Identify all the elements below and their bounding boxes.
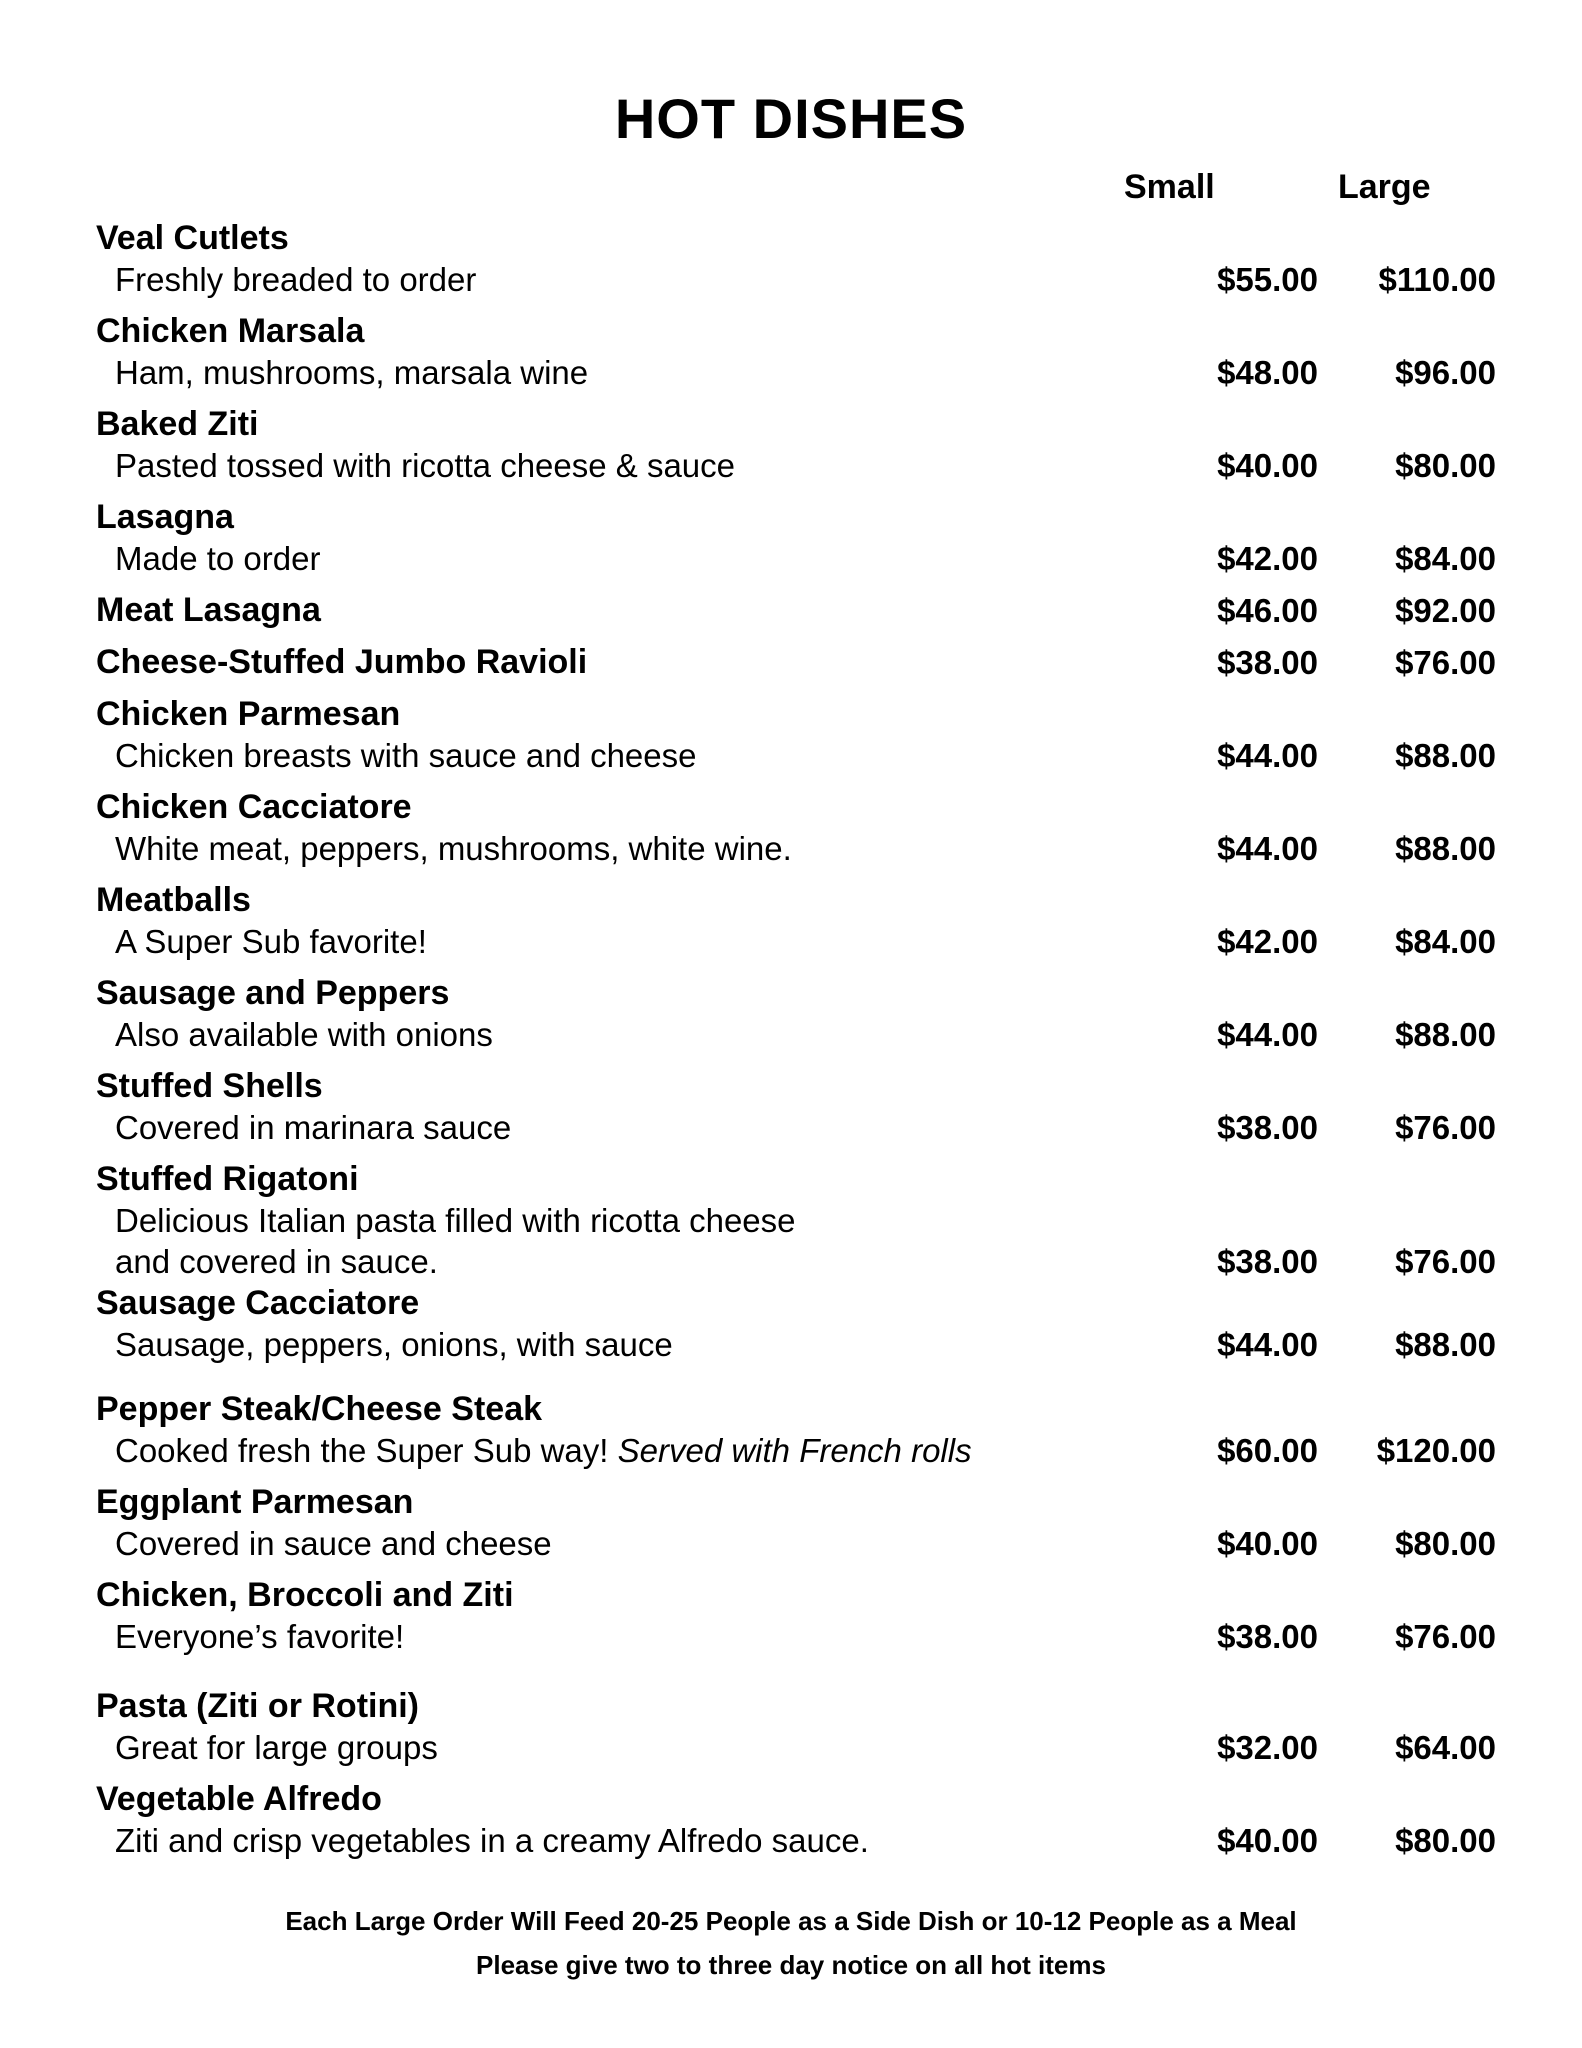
menu-item [96, 311, 1496, 404]
price-large: $96.00 [1395, 354, 1496, 391]
column-header-large: Large [1338, 168, 1431, 206]
price-small: $44.00 [1217, 1326, 1318, 1363]
menu-item [96, 880, 1496, 973]
item-name: Eggplant Parmesan [96, 1483, 414, 1521]
item-description: Pasted tossed with ricotta cheese & sauce [115, 447, 736, 484]
price-small: $38.00 [1217, 644, 1318, 681]
item-name: Cheese-Stuffed Jumbo Ravioli [96, 643, 588, 681]
price-large: $88.00 [1395, 1016, 1496, 1053]
price-small: $42.00 [1217, 540, 1318, 577]
price-large: $76.00 [1395, 644, 1496, 681]
price-small: $44.00 [1217, 737, 1318, 774]
price-large: $80.00 [1395, 447, 1496, 484]
item-description: Covered in marinara sauce [115, 1109, 512, 1146]
price-small: $44.00 [1217, 830, 1318, 867]
item-description-line: Delicious Italian pasta filled with ricotta cheese [115, 1202, 796, 1239]
price-small: $38.00 [1217, 1618, 1318, 1655]
price-small: $46.00 [1217, 592, 1318, 629]
item-name: Sausage and Peppers [96, 974, 450, 1012]
price-large: $120.00 [1376, 1432, 1496, 1469]
item-description [115, 1200, 796, 1282]
item-name: Baked Ziti [96, 405, 259, 443]
price-small: $32.00 [1217, 1729, 1318, 1766]
menu-item [96, 1779, 1496, 1872]
price-large: $110.00 [1378, 261, 1496, 298]
price-small: $42.00 [1217, 923, 1318, 960]
price-large: $84.00 [1395, 540, 1496, 577]
item-description: Ziti and crisp vegetables in a creamy Alfredo sauce. [115, 1822, 869, 1859]
item-name: Sausage Cacciatore [96, 1284, 420, 1322]
item-description: Sausage, peppers, onions, with sauce [115, 1326, 673, 1363]
price-small: $38.00 [1217, 1109, 1318, 1146]
item-name: Chicken, Broccoli and Ziti [96, 1576, 514, 1614]
menu-item [96, 642, 1496, 694]
item-name: Meatballs [96, 881, 251, 919]
menu-item [96, 973, 1496, 1066]
price-small: $44.00 [1217, 1016, 1318, 1053]
price-small: $40.00 [1217, 1525, 1318, 1562]
price-large: $80.00 [1395, 1525, 1496, 1562]
menu-item [96, 1389, 1496, 1482]
item-name: Chicken Cacciatore [96, 788, 412, 826]
item-description-line: and covered in sauce. [115, 1243, 438, 1280]
menu-item [96, 1575, 1496, 1686]
page-title: HOT DISHES [614, 87, 968, 150]
item-description [115, 1430, 972, 1471]
price-small: $55.00 [1217, 261, 1318, 298]
item-description: Made to order [115, 540, 321, 577]
menu-item [96, 218, 1496, 311]
item-description: Covered in sauce and cheese [115, 1525, 552, 1562]
menu-item [96, 787, 1496, 880]
menu-item [96, 1159, 1496, 1283]
price-small: $40.00 [1217, 1822, 1318, 1859]
menu-item [96, 497, 1496, 590]
price-large: $92.00 [1395, 592, 1496, 629]
price-large: $88.00 [1395, 737, 1496, 774]
menu-item [96, 694, 1496, 787]
item-description: Freshly breaded to order [115, 261, 477, 298]
column-header-small: Small [1124, 168, 1215, 206]
menu-item [96, 1283, 1496, 1389]
menu-item [96, 590, 1496, 642]
price-large: $76.00 [1395, 1618, 1496, 1655]
item-name: Stuffed Shells [96, 1067, 323, 1105]
price-large: $64.00 [1395, 1729, 1496, 1766]
item-name: Meat Lasagna [96, 591, 321, 629]
item-description: White meat, peppers, mushrooms, white wine. [115, 830, 792, 867]
item-description: A Super Sub favorite! [115, 923, 427, 960]
price-large: $76.00 [1395, 1243, 1496, 1280]
item-name: Pepper Steak/Cheese Steak [96, 1390, 543, 1428]
menu-item [96, 404, 1496, 497]
item-serving-note: Served with French rolls [617, 1432, 972, 1469]
price-small: $38.00 [1217, 1243, 1318, 1280]
price-large: $88.00 [1395, 1326, 1496, 1363]
item-name: Lasagna [96, 498, 234, 536]
price-large: $88.00 [1395, 830, 1496, 867]
price-large: $80.00 [1395, 1822, 1496, 1859]
price-large: $84.00 [1395, 923, 1496, 960]
price-small: $40.00 [1217, 447, 1318, 484]
menu-item [96, 1066, 1496, 1159]
item-name: Stuffed Rigatoni [96, 1160, 359, 1198]
footer-serving-info: Each Large Order Will Feed 20-25 People as a Side Dish or 10-12 People as a Meal [285, 1906, 1297, 1936]
item-description: Great for large groups [115, 1729, 438, 1766]
item-name: Vegetable Alfredo [96, 1780, 382, 1818]
menu-item [96, 1482, 1496, 1575]
item-name: Chicken Parmesan [96, 695, 401, 733]
item-description: Ham, mushrooms, marsala wine [115, 354, 589, 391]
item-description: Also available with onions [115, 1016, 493, 1053]
menu-list [96, 218, 1496, 1872]
item-description-text: Cooked fresh the Super Sub way! [115, 1432, 609, 1469]
item-name: Veal Cutlets [96, 219, 289, 257]
price-small: $60.00 [1217, 1432, 1318, 1469]
footer-notice: Please give two to three day notice on all hot items [476, 1950, 1106, 1980]
price-large: $76.00 [1395, 1109, 1496, 1146]
item-name: Pasta (Ziti or Rotini) [96, 1687, 419, 1725]
item-description: Everyone’s favorite! [115, 1618, 405, 1655]
price-small: $48.00 [1217, 354, 1318, 391]
item-name: Chicken Marsala [96, 312, 365, 350]
menu-item [96, 1686, 1496, 1779]
item-description: Chicken breasts with sauce and cheese [115, 737, 697, 774]
